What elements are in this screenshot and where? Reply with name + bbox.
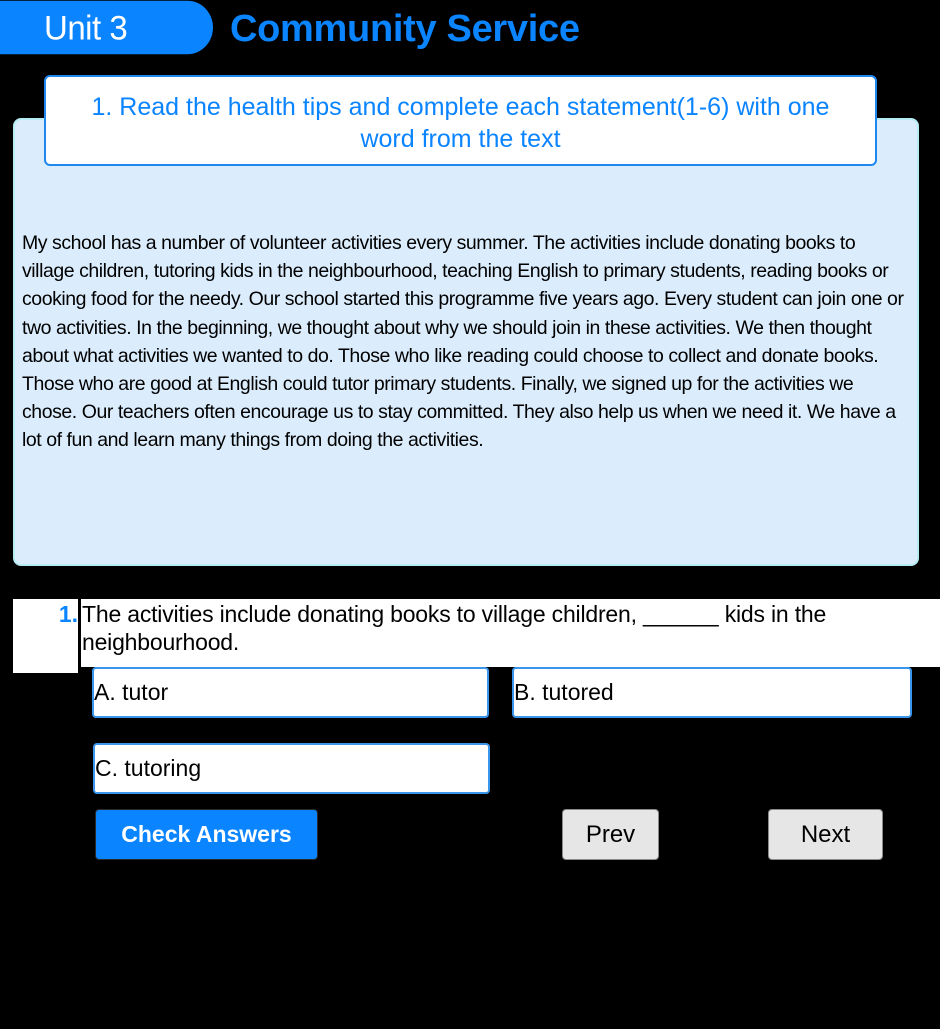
check-answers-button[interactable]: Check Answers [95,809,318,860]
option-c-label: C. tutoring [95,755,202,781]
next-button[interactable]: Next [768,809,883,860]
option-a-label: A. tutor [94,679,169,705]
option-a[interactable] [92,667,489,718]
prev-button[interactable]: Prev [562,809,659,860]
option-b-label: B. tutored [514,679,614,705]
question-text: The activities include donating books to village children, ______ kids in the neighbourhood. [81,599,940,667]
instruction-box [44,75,877,166]
question-number: 1. [58,601,78,627]
option-c[interactable] [93,743,490,794]
unit-badge: Unit 3 [0,1,213,55]
instruction-text: 1. Read the health tips and complete each statement(1-6) with one word from the text [91,93,830,153]
page-title: Community Service [230,8,580,50]
question-number-box [13,599,78,673]
option-b[interactable] [512,667,912,718]
reading-passage: My school has a number of volunteer activities every summer. The activities include donating books to village children, tutoring kids in the neighbourhood, teaching English to primary students, reading books or cooking food for the needy. Our school started this programme five years ago. Every student can join one or two activities. In the beginning, we thought about why we should join in these activities. We then thought about what activities we wanted to do. Those who like reading could choose to collect and donate books. Those who are good at English could tutor primary students. Finally, we signed up for the activities we chose. Our teachers often encourage us to stay committed. They also help us when we need it. We have a lot of fun and learn many things from doing the activities. [22,232,904,452]
